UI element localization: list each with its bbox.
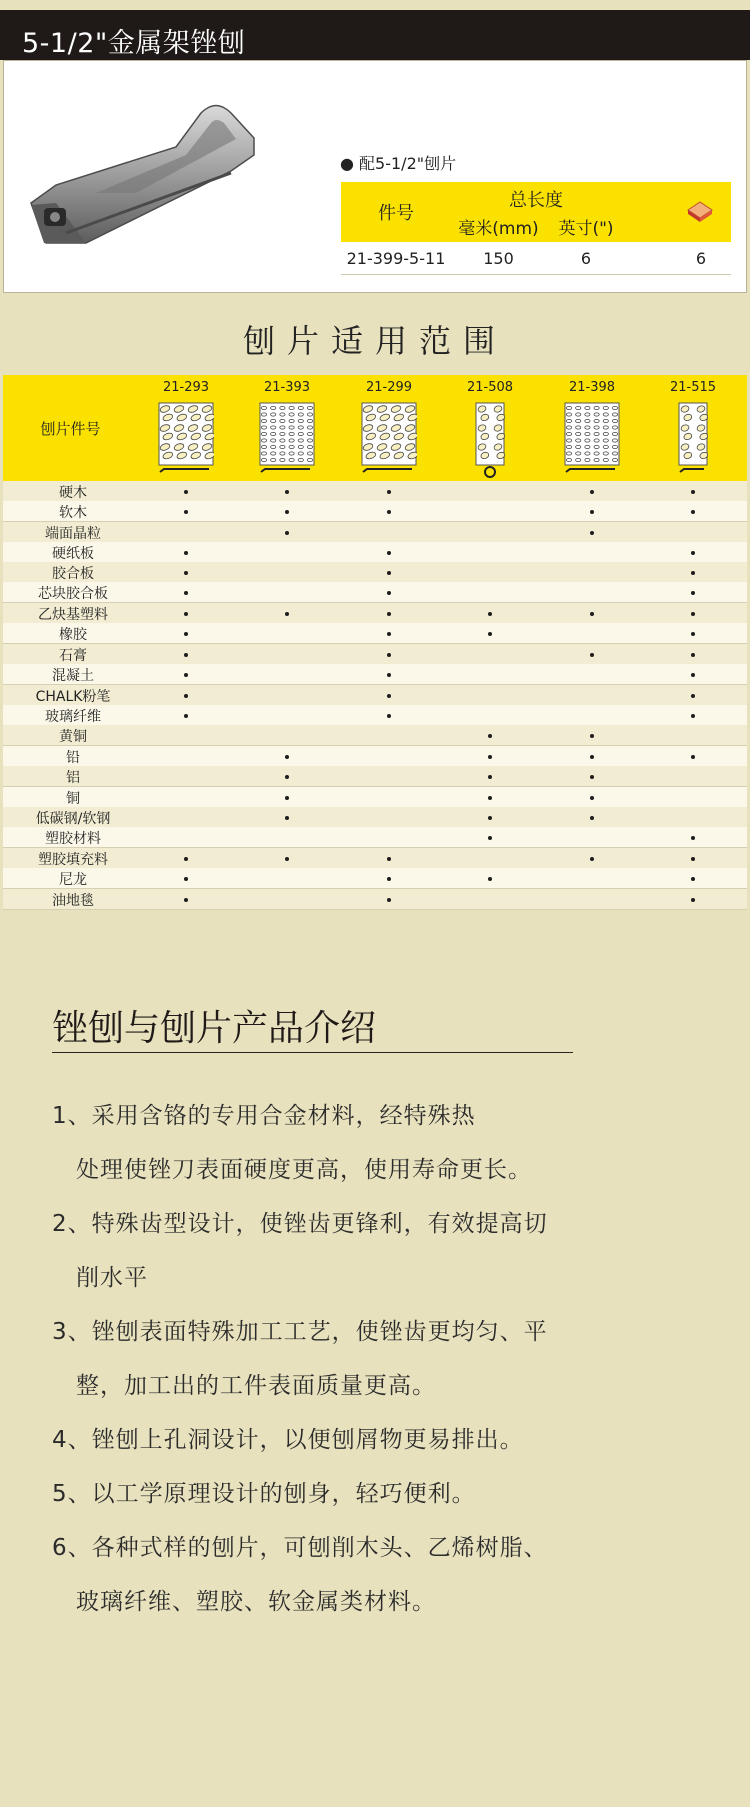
material-row <box>3 644 747 665</box>
material-name: 铜 <box>66 791 80 807</box>
blade-part-label: 刨片件号 <box>40 419 101 438</box>
material-row <box>3 766 747 787</box>
spec-part-number: 21-399-5-11 <box>346 249 446 268</box>
blade-column-21-299 <box>339 375 439 481</box>
compatibility-dot <box>691 714 695 718</box>
compatibility-dot <box>691 571 695 575</box>
compatibility-dot <box>590 612 594 616</box>
compatibility-dot <box>184 694 188 698</box>
compatibility-dot <box>590 816 594 820</box>
material-name: 硬木 <box>59 485 87 501</box>
blade-column-21-293 <box>136 375 236 481</box>
compatibility-dot <box>590 857 594 861</box>
compatibility-dot <box>387 653 391 657</box>
compatibility-dot <box>387 551 391 555</box>
compatibility-dot <box>691 673 695 677</box>
compatibility-dot <box>488 755 492 759</box>
compatibility-dot <box>691 653 695 657</box>
compatibility-dot <box>184 877 188 881</box>
material-row <box>3 685 747 706</box>
material-row <box>3 787 747 808</box>
compatibility-dot <box>285 857 289 861</box>
compatibility-dot <box>387 714 391 718</box>
spec-col-part: 件号 <box>378 203 414 224</box>
blade-21-398-icon <box>564 402 620 478</box>
material-row <box>3 623 747 644</box>
compatibility-dot <box>488 612 492 616</box>
compatibility-dot <box>590 510 594 514</box>
compatibility-dot <box>387 612 391 616</box>
material-row <box>3 807 747 828</box>
compatibility-dot <box>387 898 391 902</box>
material-name: 低碳钢/软钢 <box>35 811 111 827</box>
compatibility-dot <box>285 755 289 759</box>
product-card <box>3 60 747 293</box>
material-row <box>3 501 747 522</box>
compatibility-dot <box>590 653 594 657</box>
compatibility-dot <box>590 775 594 779</box>
compatibility-dot <box>387 694 391 698</box>
intro-line: 3、锉刨表面特殊加工工艺，使锉齿更均匀、平 <box>52 1319 548 1345</box>
compatibility-dot <box>488 775 492 779</box>
compatibility-dot <box>285 775 289 779</box>
compatibility-dot <box>387 591 391 595</box>
material-row <box>3 522 747 543</box>
spec-row <box>341 242 731 275</box>
compatibility-dot <box>184 571 188 575</box>
compatibility-dot <box>184 612 188 616</box>
compatibility-dot <box>691 591 695 595</box>
blade-code: 21-299 <box>365 380 413 395</box>
material-row <box>3 705 747 726</box>
blade-range-title: 刨片适用范围 <box>242 322 507 360</box>
material-row <box>3 827 747 848</box>
compatibility-dot <box>691 857 695 861</box>
material-name: 硬纸板 <box>52 546 94 562</box>
compatibility-dot <box>285 612 289 616</box>
compatibility-dot <box>387 857 391 861</box>
compatibility-dot <box>184 898 188 902</box>
blade-bullet: ● 配5-1/2"刨片 <box>340 154 457 173</box>
compatibility-dot <box>691 836 695 840</box>
compatibility-dot <box>691 898 695 902</box>
compatibility-dot <box>488 836 492 840</box>
compatibility-dot <box>184 653 188 657</box>
title-bar <box>0 10 750 60</box>
material-name: 铝 <box>66 770 80 786</box>
intro-line: 玻璃纤维、塑胶、软金属类材料。 <box>76 1589 436 1615</box>
blade-column-21-515 <box>643 375 743 481</box>
spec-pack-qty: 6 <box>695 249 707 268</box>
spec-col-inch: 英寸(") <box>558 219 614 239</box>
material-name: 油地毯 <box>52 893 94 909</box>
material-row <box>3 889 747 910</box>
material-row <box>3 664 747 685</box>
material-name: 橡胶 <box>59 627 87 643</box>
material-row <box>3 481 747 502</box>
compatibility-dot <box>488 632 492 636</box>
compatibility-dot <box>387 877 391 881</box>
compatibility-dot <box>488 734 492 738</box>
compatibility-dot <box>488 877 492 881</box>
material-name: 胶合板 <box>52 566 94 582</box>
material-row <box>3 848 747 869</box>
spec-table-header <box>341 182 731 242</box>
metal-surform-plane-photo <box>26 93 266 253</box>
blade-21-393-icon <box>259 402 315 478</box>
blade-column-21-398 <box>542 375 642 481</box>
compatibility-dot <box>285 796 289 800</box>
blade-code: 21-393 <box>263 380 311 395</box>
material-name: 塑胶材料 <box>45 831 101 847</box>
compatibility-dot <box>590 796 594 800</box>
compatibility-dot <box>590 531 594 535</box>
material-name: 端面晶粒 <box>45 526 101 542</box>
compatibility-dot <box>691 632 695 636</box>
material-name: 玻璃纤维 <box>45 709 101 725</box>
material-name: 石膏 <box>59 648 87 664</box>
compatibility-dot <box>590 490 594 494</box>
compatibility-dot <box>387 673 391 677</box>
intro-line: 2、特殊齿型设计，使锉齿更锋利，有效提高切 <box>52 1211 548 1237</box>
material-name: 混凝土 <box>52 668 94 684</box>
blade-code: 21-293 <box>162 380 210 395</box>
material-row <box>3 562 747 583</box>
compatibility-dot <box>691 612 695 616</box>
compatibility-dot <box>387 510 391 514</box>
intro-line: 处理使锉刀表面硬度更高，使用寿命更长。 <box>76 1157 532 1183</box>
compatibility-dot <box>590 734 594 738</box>
material-row <box>3 603 747 624</box>
material-name: 铅 <box>66 750 80 766</box>
compatibility-dot <box>387 571 391 575</box>
compatibility-dot <box>184 591 188 595</box>
intro-line: 6、各种式样的刨片，可刨削木头、乙烯树脂、 <box>52 1535 548 1561</box>
compatibility-dot <box>488 816 492 820</box>
blade-21-508-icon <box>475 402 505 478</box>
spec-length-inch: 6 <box>580 249 592 268</box>
spec-col-total-length: 总长度 <box>509 190 563 211</box>
compatibility-dot <box>285 510 289 514</box>
blade-column-21-393 <box>237 375 337 481</box>
compatibility-dot <box>184 714 188 718</box>
blade-bullet-text: 配5-1/2"刨片 <box>359 154 457 173</box>
material-name: 尼龙 <box>59 872 87 888</box>
material-row <box>3 582 747 603</box>
compatibility-dot <box>184 632 188 636</box>
material-row <box>3 725 747 746</box>
spec-length-mm: 150 <box>483 249 514 268</box>
intro-line: 整，加工出的工件表面质量更高。 <box>76 1373 436 1399</box>
intro-line: 削水平 <box>76 1265 148 1291</box>
intro-divider <box>52 1052 573 1053</box>
blade-code: 21-508 <box>466 380 514 395</box>
blade-code: 21-398 <box>568 380 616 395</box>
blade-code: 21-515 <box>669 380 717 395</box>
compatibility-dot <box>285 816 289 820</box>
spec-col-mm: 毫米(mm) <box>458 219 539 239</box>
material-row <box>3 746 747 767</box>
compatibility-dot <box>691 877 695 881</box>
material-name: 黄铜 <box>59 729 87 745</box>
compatibility-dot <box>184 490 188 494</box>
material-name: 软木 <box>59 505 87 521</box>
intro-line: 5、以工学原理设计的刨身，轻巧便利。 <box>52 1481 476 1507</box>
compatibility-dot <box>691 551 695 555</box>
compatibility-dot <box>691 755 695 759</box>
compatibility-dot <box>285 531 289 535</box>
compatibility-dot <box>590 755 594 759</box>
compatibility-dot <box>184 551 188 555</box>
material-name: CHALK粉笔 <box>35 689 111 705</box>
compatibility-dot <box>285 490 289 494</box>
blade-matrix-header <box>3 375 747 481</box>
compatibility-dot <box>184 857 188 861</box>
material-row <box>3 542 747 563</box>
intro-line: 4、锉刨上孔洞设计，以便刨屑物更易排出。 <box>52 1427 524 1453</box>
compatibility-dot <box>184 673 188 677</box>
blade-21-299-icon <box>361 402 417 478</box>
blade-column-21-508 <box>440 375 540 481</box>
compatibility-dot <box>691 490 695 494</box>
compatibility-dot <box>184 510 188 514</box>
intro-line: 1、采用含铬的专用合金材料，经特殊热 <box>52 1103 476 1129</box>
compatibility-dot <box>488 796 492 800</box>
material-row <box>3 868 747 889</box>
material-name: 塑胶填充料 <box>38 852 108 868</box>
compatibility-dot <box>691 694 695 698</box>
material-name: 芯块胶合板 <box>38 586 108 602</box>
blade-21-515-icon <box>678 402 708 478</box>
blade-pack-icon <box>686 198 714 224</box>
blade-21-293-icon <box>158 402 214 478</box>
product-title: 5-1/2"金属架锉刨 <box>22 28 246 59</box>
compatibility-dot <box>387 490 391 494</box>
compatibility-dot <box>387 632 391 636</box>
intro-title: 锉刨与刨片产品介绍 <box>52 1008 377 1049</box>
material-name: 乙炔基塑料 <box>38 607 108 623</box>
compatibility-dot <box>691 510 695 514</box>
